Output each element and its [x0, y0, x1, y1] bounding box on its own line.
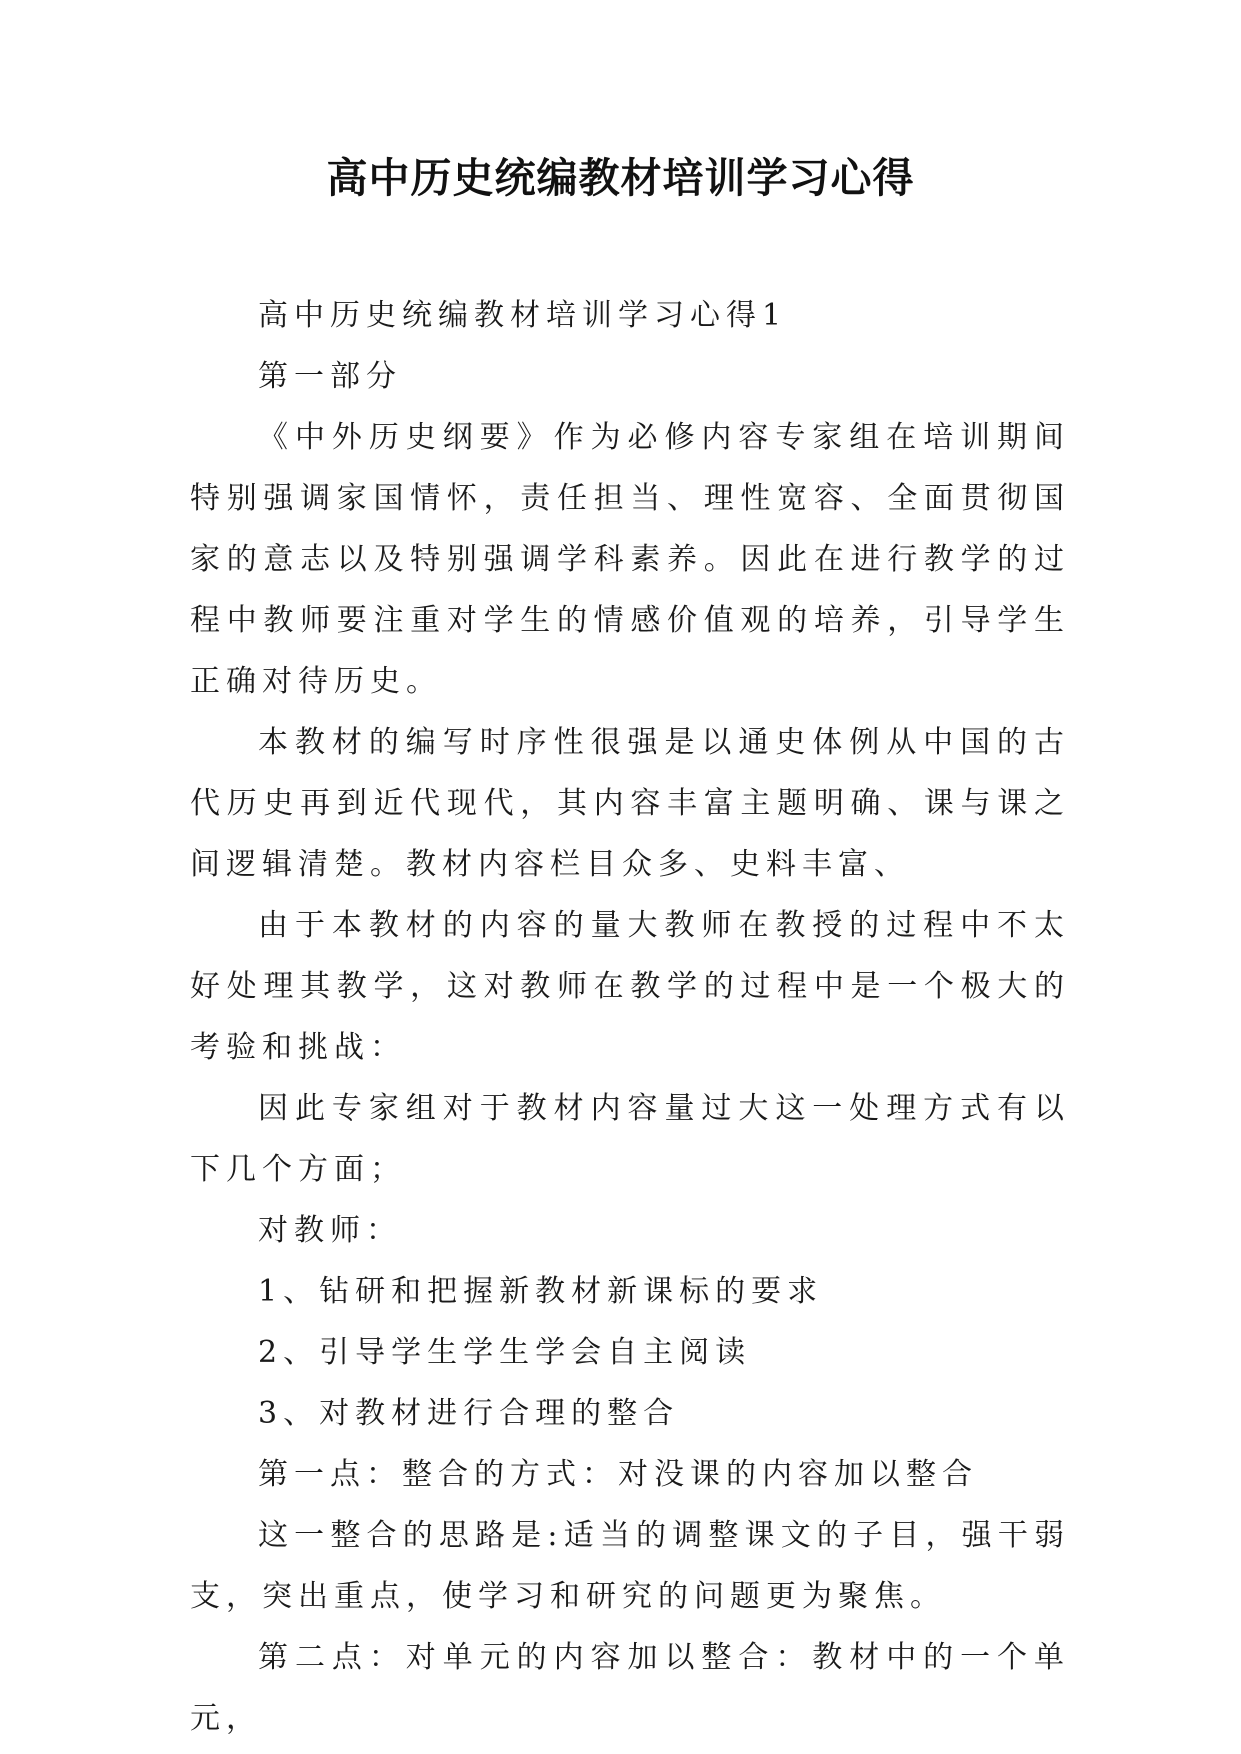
paragraph-section: 第一部分 — [258, 359, 402, 394]
paragraph: 本教材的编写时序性很强是以通史体例从中国的古代历史再到近代现代，其内容丰富主题明确、课与课之间逻辑清楚。教材内容栏目众多、史料丰富、 — [190, 725, 1070, 882]
paragraph: 这一整合的思路是:适当的调整课文的子目，强干弱支，突出重点，使学习和研究的问题更为聚焦。 — [190, 1518, 1070, 1614]
paragraph: 对教师： — [258, 1213, 402, 1248]
paragraph: 《中外历史纲要》作为必修内容专家组在培训期间特别强调家国情怀，责任担当、理性宽容、全面贯彻国家的意志以及特别强调学科素养。因此在进行教学的过程中教师要注重对学生的情感价值观的培养，引导学生正确对待历史。 — [190, 420, 1070, 699]
paragraph: 因此专家组对于教材内容量过大这一处理方式有以下几个方面； — [190, 1091, 1070, 1187]
list-item: 1、钻研和把握新教材新课标的要求 — [258, 1274, 824, 1309]
document-body — [190, 285, 1070, 1749]
document-title: 高中历史统编教材培训学习心得 — [326, 154, 915, 202]
paragraph: 由于本教材的内容的量大教师在教授的过程中不太好处理其教学，这对教师在教学的过程中是一个极大的考验和挑战： — [190, 908, 1070, 1065]
list-item: 3、对教材进行合理的整合 — [258, 1396, 680, 1431]
paragraph-heading: 高中历史统编教材培训学习心得1 — [258, 298, 788, 333]
list-item: 2、引导学生学生学会自主阅读 — [258, 1335, 752, 1370]
paragraph: 第一点：整合的方式：对没课的内容加以整合 — [258, 1457, 978, 1492]
paragraph: 第二点：对单元的内容加以整合：教材中的一个单元， — [190, 1640, 1070, 1736]
